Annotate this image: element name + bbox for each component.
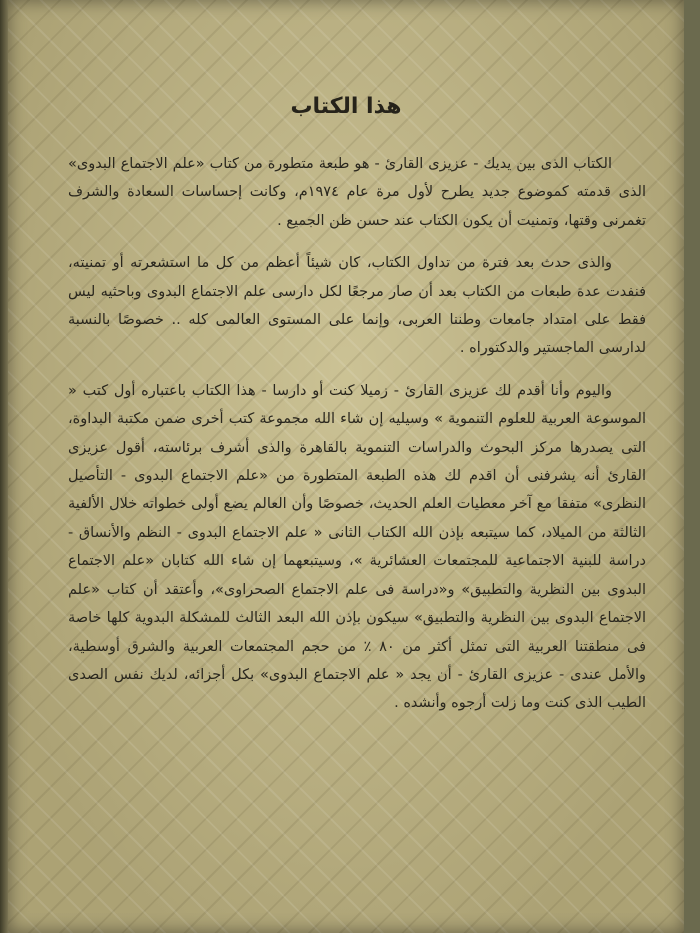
book-back-cover — [8, 0, 684, 933]
paragraph-1: الكتاب الذى بين يديك - عزيزى القارئ - هو طبعة متطورة من كتاب «علم الاجتماع البدوى» الذى قدمته كموضوع جديد يطرح لأول مرة عام ١٩٧٤م، وكانت إحساسات السعادة والشرف تغمرنى وقتها، وتمنيت أن يكون الكتاب عند حسن ظن الجميع . — [68, 156, 646, 229]
paragraph-3: واليوم وأنا أقدم لك عزيزى القارئ - زميلا كنت أو دارسا - هذا الكتاب باعتباره أول كتب « الموسوعة العربية للعلوم التنموية » وسيليه إن شاء الله مجموعة كتب أخرى ضمن مكتبة البداوة، التى يصدرها مركز البحوث والدراسات التنموية بالقاهرة والذى أشرف برئاسته، أقول عزيزى القارئ أنه يشرفنى أن اقدم لك هذه الطبعة المتطورة من «علم الاجتماع البدوى - التأصيل النظرى» متفقا مع آخر معطيات العلم الحديث، خصوصًا وأن العالم يضع أولى خطواته خلال الألفية الثالثة من الميلاد، كما سيتبعه بإذن الله الكتاب الثانى « علم الاجتماع البدوى - النظم والأنساق - دراسة للبنية الاجتماعية للمجتمعات العشائرية »، وسيتبعهما إن شاء الله كتابان «علم الاجتماع البدوى بين النظرية والتطبيق» و«دراسة فى علم الاجتماع الصحراوى»، وأعتقد أن كتاب «علم الاجتماع البدوى بين النظرية والتطبيق» سيكون بإذن الله البعد الثالث للمشكلة البدوية كلها خاصة فى منطقتنا العربية التى تمثل أكثر من ٨٠ ٪ من حجم المجتمعات العربية والشرق أوسطية، والأمل عندى - عزيزى القارئ - أن يجد « علم الاجتماع البدوى» بكل أجزائه، لديك نفس الصدى الطيب الذى كنت وما زلت أرجوه وأنشده . — [68, 382, 646, 712]
body-text — [68, 150, 646, 732]
page-edge-shadow — [0, 0, 8, 933]
paragraph-2: والذى حدث بعد فترة من تداول الكتاب، كان شيئاً أعظم من كل ما استشعرته أو تمنيته، فنفدت عدة طبعات من الكتاب بعد أن صار مرجعًا لكل دارسى علم الاجتماع البدوى وباحثيه ليس فقط على امتداد جامعات وطننا العربى، وإنما على المستوى العالمى كله .. خصوصًا بالنسبة لدارسى الماجستير والدكتوراه . — [68, 255, 646, 357]
page-title: هذا الكتاب — [290, 94, 402, 119]
